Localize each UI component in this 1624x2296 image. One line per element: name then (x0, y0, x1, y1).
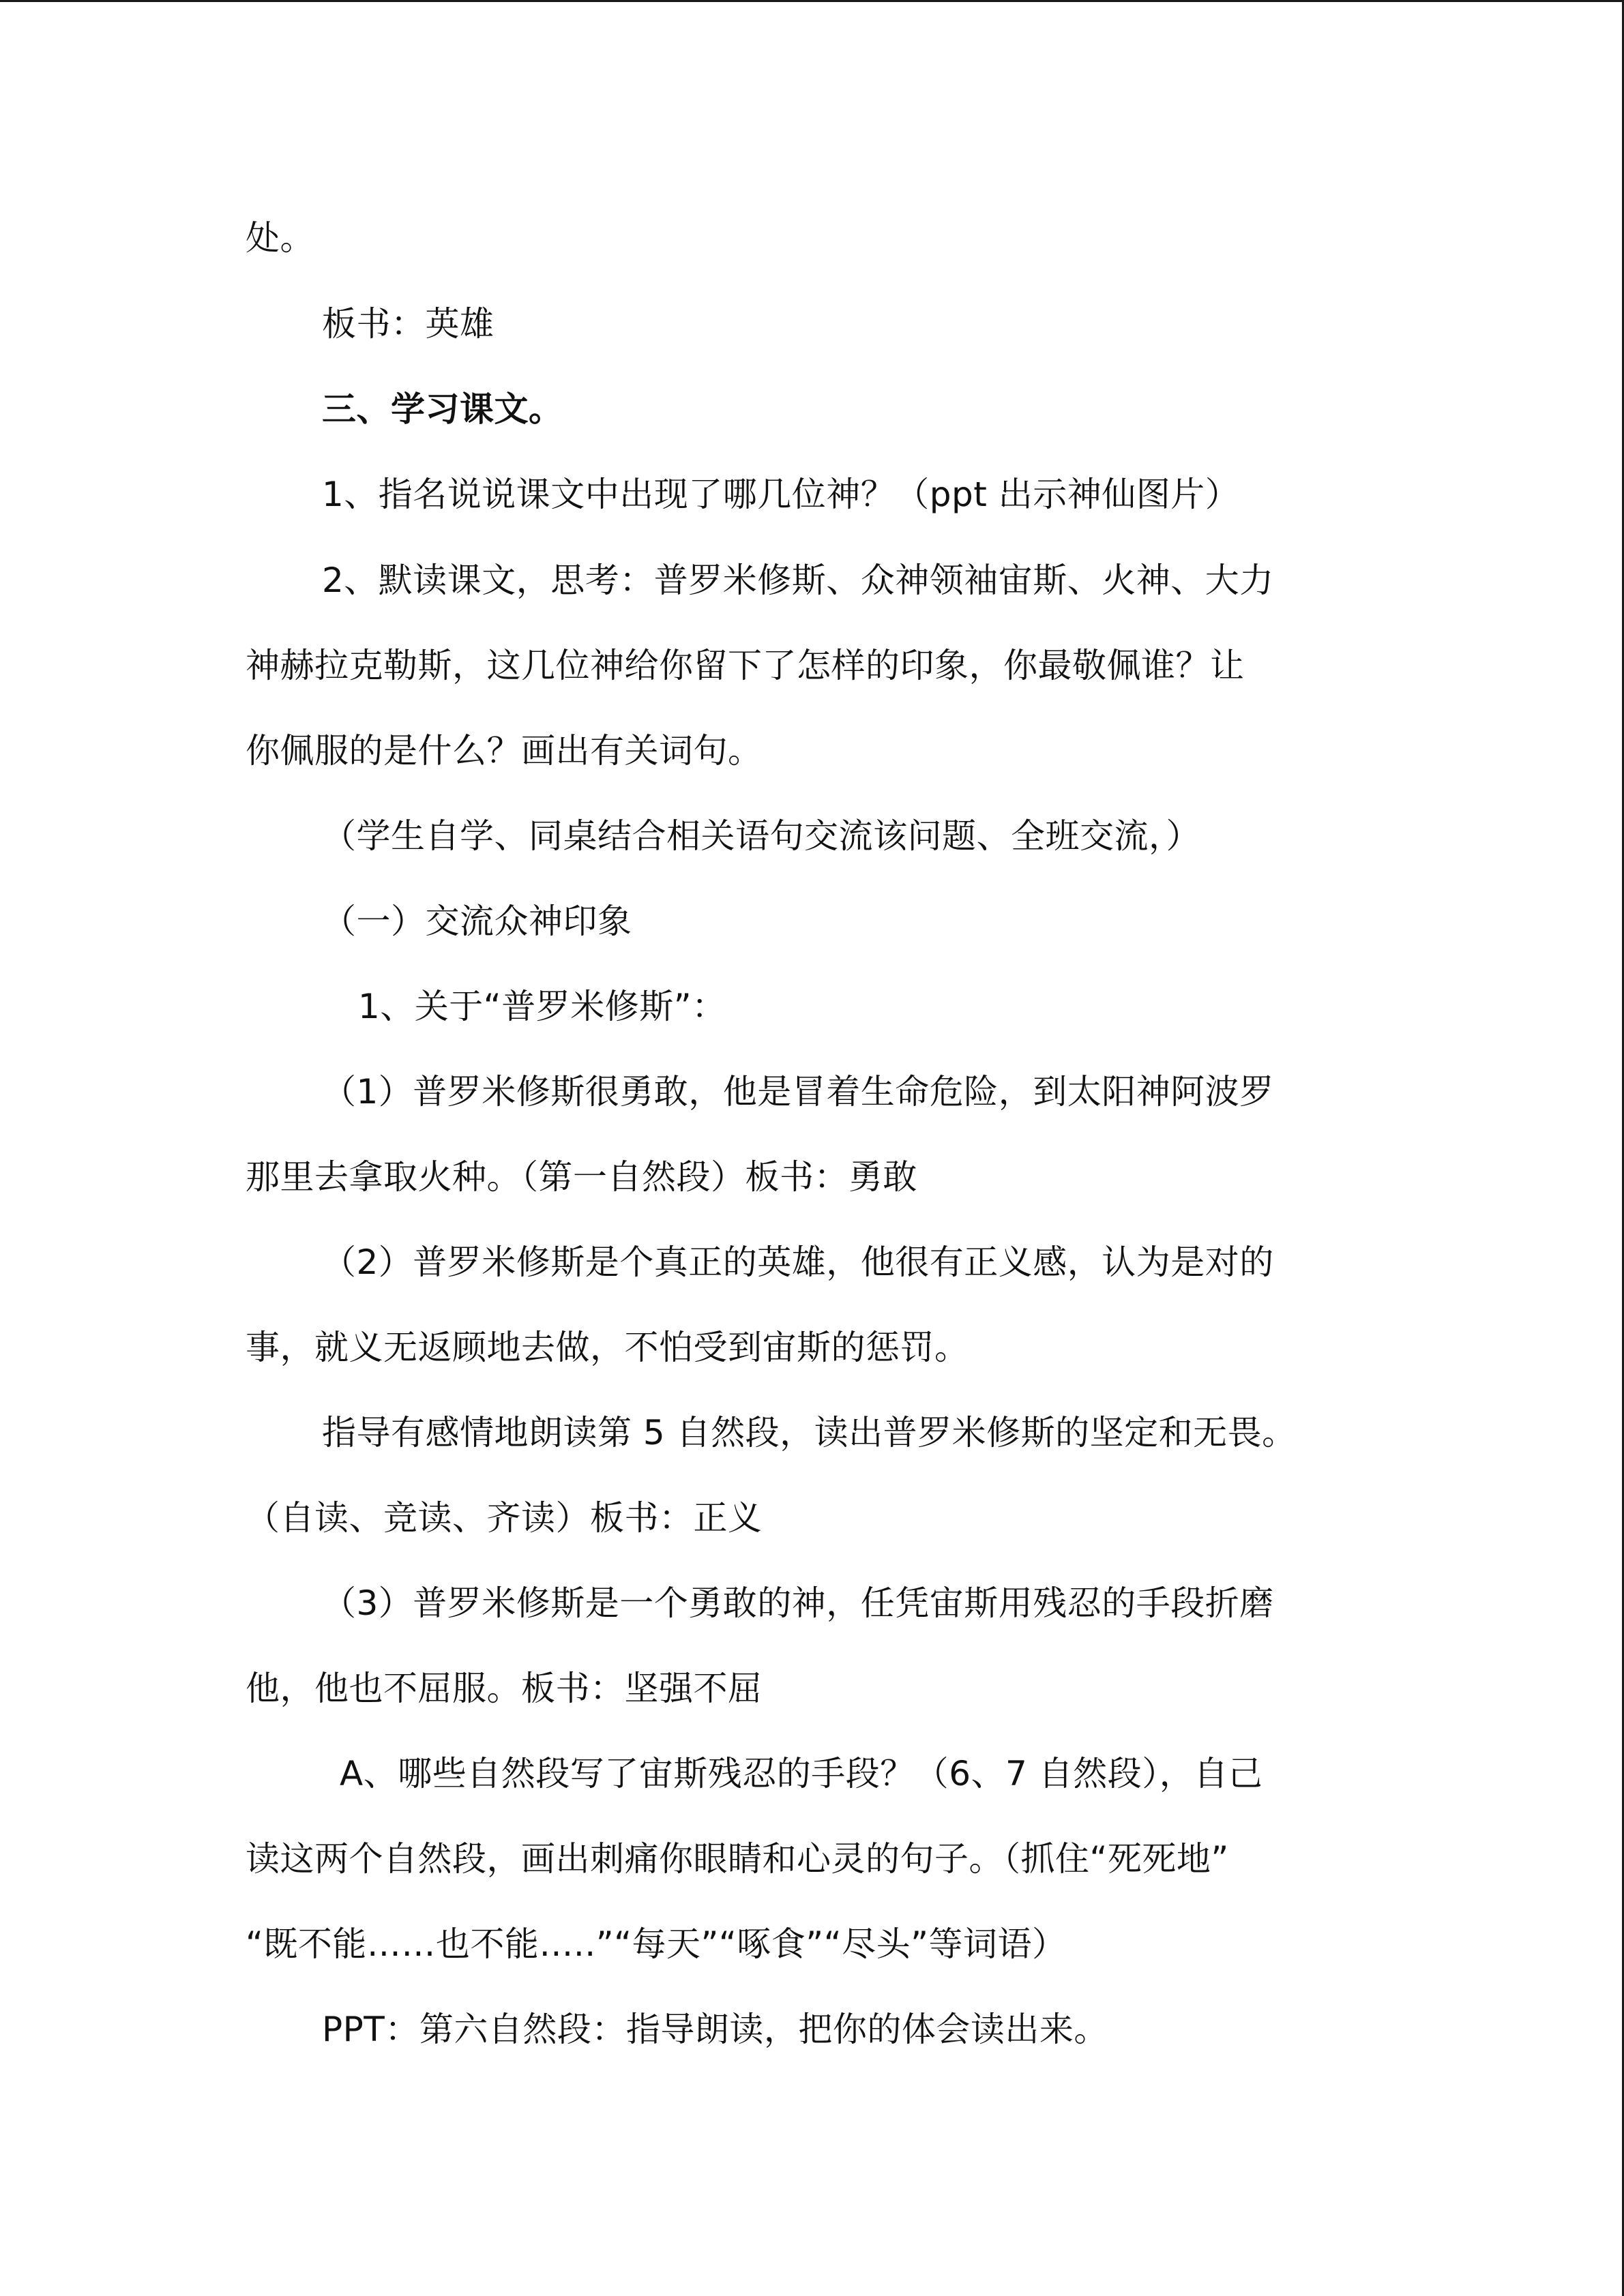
paragraph-line-6: 神赫拉克勒斯，这几位神给你留下了怎样的印象，你最敬佩谁？让 (246, 646, 1245, 685)
paragraph-line-19: A、哪些自然段写了宙斯残忍的手段？（6、7 自然段），自己 (340, 1754, 1263, 1793)
paragraph-line-10: 1、关于“普罗米修斯”： (358, 987, 726, 1026)
paragraph-line-2: 板书：英雄 (322, 304, 494, 344)
paragraph-line-16: （自读、竞读、齐读）板书：正义 (246, 1498, 763, 1538)
paragraph-line-18: 他，他也不屈服。板书：坚强不屈 (246, 1669, 763, 1708)
paragraph-line-15: 指导有感情地朗读第 5 自然段，读出普罗米修斯的坚定和无畏。 (322, 1413, 1297, 1452)
paragraph-line-14: 事，就义无返顾地去做，不怕受到宙斯的惩罚。 (246, 1328, 969, 1367)
paragraph-line-21: “既不能……也不能…..”“每天”“啄食”“尽头”等词语） (246, 1924, 1067, 1964)
paragraph-line-11: （1）普罗米修斯很勇敢，他是冒着生命危险，到太阳神阿波罗 (322, 1072, 1274, 1112)
paragraph-line-5: 2、默读课文，思考：普罗米修斯、众神领袖宙斯、火神、大力 (322, 561, 1274, 600)
paragraph-line-8: （学生自学、同桌结合相关语句交流该问题、全班交流，） (322, 816, 1200, 856)
paragraph-line-17: （3）普罗米修斯是一个勇敢的神，任凭宙斯用残忍的手段折磨 (322, 1583, 1274, 1623)
paragraph-line-1: 处。 (246, 218, 314, 258)
paragraph-line-9: （一）交流众神印象 (322, 901, 632, 941)
paragraph-line-4: 1、指名说说课文中出现了哪几位神？（ppt 出示神仙图片） (322, 475, 1240, 514)
section-heading: 三、学习课文。 (322, 389, 563, 429)
paragraph-line-12: 那里去拿取火种。（第一自然段）板书：勇敢 (246, 1157, 917, 1197)
paragraph-line-7: 你佩服的是什么？画出有关词句。 (246, 731, 763, 771)
paragraph-line-22: PPT：第六自然段：指导朗读，把你的体会读出来。 (322, 2010, 1108, 2049)
paragraph-line-13: （2）普罗米修斯是个真正的英雄，他很有正义感，认为是对的 (322, 1242, 1274, 1282)
paragraph-line-20: 读这两个自然段，画出刺痛你眼睛和心灵的句子。（抓住“死死地” (246, 1839, 1229, 1879)
